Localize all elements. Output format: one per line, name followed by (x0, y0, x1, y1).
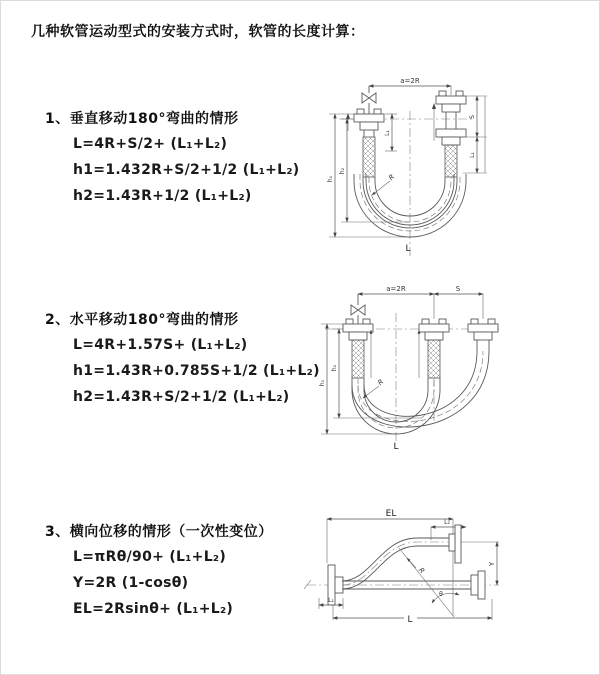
d1-label-l1-right: L₁ (469, 152, 476, 158)
d3-label-el: EL (385, 509, 397, 519)
d2-label-radius: R (376, 377, 386, 388)
section-1-formula-h1: h1=1.432R+S/2+1/2 (L₁+L₂) (73, 162, 300, 178)
d1-dim-l1-left (384, 114, 397, 151)
page-title: 几种软管运动型式的安装方式时，软管的长度计算： (31, 24, 365, 40)
section-3-formula-Y: Y=2R (1-cosθ) (73, 575, 189, 591)
d1-label-radius: R (387, 172, 397, 183)
d1-dim-s-right (463, 96, 487, 173)
d1-right-flange (432, 91, 466, 177)
d2-label-h2: h₂ (331, 364, 338, 372)
d3-right-flange (471, 571, 485, 599)
d3-dim-l1 (319, 597, 343, 609)
d2-label-length: L (393, 442, 399, 452)
section-2-heading: 2、水平移动180°弯曲的情形 (45, 312, 239, 328)
d3-label-theta: θ (439, 591, 443, 598)
d3-label-radius: R (416, 566, 427, 576)
d3-label-length: L (407, 615, 413, 625)
d1-label-h1: h₁ (327, 175, 334, 183)
d2-dim-a2r (358, 285, 434, 294)
d3-radius-construction (399, 548, 454, 617)
d3-label-y: Y (488, 561, 496, 567)
d3-label-l2: L₂ (444, 519, 450, 526)
section-3-formula-L: L=πRθ/90+ (L₁+L₂) (73, 549, 227, 565)
d2-label-a2r: a=2R (386, 285, 406, 293)
d2-left-flange (343, 319, 373, 378)
section-1-formula-L: L=4R+S/2+ (L₁+L₂) (73, 136, 228, 152)
d1-label-h2: h₂ (339, 167, 346, 175)
d1-label-length: L (405, 244, 411, 254)
d2-right-flange (468, 319, 498, 351)
d3-dim-l (333, 599, 492, 625)
d2-middle-flange (419, 319, 449, 378)
section-2-formula-L: L=4R+1.57S+ (L₁+L₂) (73, 337, 248, 353)
d3-label-l1: L₁ (328, 597, 334, 604)
section-2-formula-h2: h2=1.43R+S/2+1/2 (L₁+L₂) (73, 389, 290, 405)
d3-upper-flange (449, 525, 461, 563)
section-3-heading: 3、横向位移的情形（一次性变位） (45, 524, 273, 540)
section-1-heading: 1、垂直移动180°弯曲的情形 (45, 111, 239, 127)
diagram-lateral-displacement (301, 506, 600, 641)
d1-radius-callout (372, 173, 396, 195)
d3-theta-angle (432, 591, 459, 603)
d2-dim-s (434, 285, 483, 319)
d2-aux-dims (371, 330, 419, 378)
d2-dim-h2 (331, 329, 421, 418)
diagram-vertical-180-bend (313, 71, 598, 271)
section-2-formula-h1: h1=1.43R+0.785S+1/2 (L₁+L₂) (73, 363, 320, 379)
d1-label-s: S (469, 115, 476, 119)
section-1-formula-h2: h2=1.43R+1/2 (L₁+L₂) (73, 188, 252, 204)
diagram-horizontal-180-bend (311, 283, 600, 463)
d1-label-l1-left: L₁ (384, 130, 391, 136)
section-3-formula-EL: EL=2Rsinθ+ (L₁+L₂) (73, 601, 234, 617)
d1-label-a2r: a=2R (400, 77, 420, 85)
d2-hose-position-b (352, 351, 489, 427)
d2-label-s: S (455, 285, 461, 293)
d2-radius-callout (363, 378, 385, 398)
d2-label-h1: h₁ (319, 379, 326, 387)
